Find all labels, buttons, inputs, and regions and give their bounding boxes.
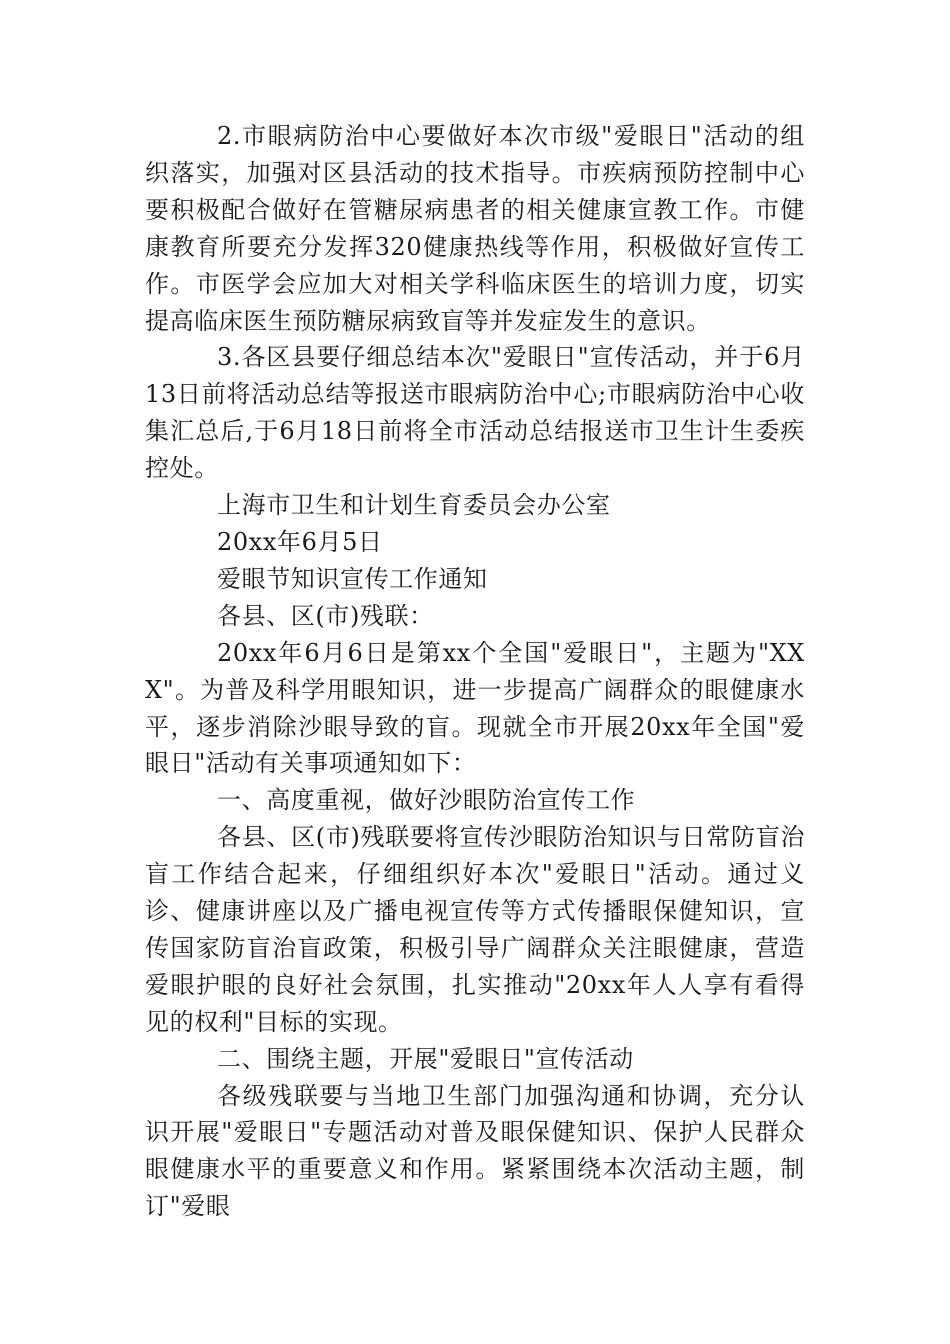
section2-body: 各级残联要与当地卫生部门加强沟通和协调，充分认识开展"爱眼日"专题活动对普及眼保健知识、保护人民群众眼健康水平的重要意义和作用。紧紧围绕本次活动主题，制订"爱眼 [145, 1081, 805, 1221]
document-page [145, 118, 805, 1225]
paragraph-item-3: 3.各区县要仔细总结本次"爱眼日"宣传活动，并于6月13日前将活动总结等报送市眼病防治中心;市眼病防治中心收集汇总后,于6月18日前将全市活动总结报送市卫生计生委疾控处。 [145, 343, 805, 483]
section1-heading: 一、高度重视，做好沙眼防治宣传工作 [217, 786, 636, 815]
notice-salutation: 各县、区(市)残联： [217, 601, 434, 630]
notice-intro: 20xx年6月6日是第xx个全国"爱眼日"，主题为"XXX"。为普及科学用眼知识，进一步提高广阔群众的眼健康水平，逐步消除沙眼导致的盲。现就全市开展20xx年全国"爱眼日"活动有关事项通知如下： [145, 638, 805, 778]
signature-date: 20xx年6月5日 [217, 527, 383, 556]
signature-organization: 上海市卫生和计划生育委员会办公室 [217, 491, 611, 520]
notice-title: 爱眼节知识宣传工作通知 [217, 564, 488, 593]
section1-body: 各县、区(市)残联要将宣传沙眼防治知识与日常防盲治盲工作结合起来，仔细组织好本次"爱眼日"活动。通过义诊、健康讲座以及广播电视宣传等方式传播眼保健知识，宣传国家防盲治盲政策，积极引导广阔群众关注眼健康，营造爱眼护眼的良好社会氛围，扎实推动"20xx年人人享有看得见的权利"目标的实现。 [145, 823, 805, 1036]
paragraph-item-2: 2.市眼病防治中心要做好本次市级"爱眼日"活动的组织落实，加强对区县活动的技术指导。市疾病预防控制中心要积极配合做好在管糖尿病患者的相关健康宣教工作。市健康教育所要充分发挥320健康热线等作用，积极做好宣传工作。市医学会应加大对相关学科临床医生的培训力度，切实提高临床医生预防糖尿病致盲等并发症发生的意识。 [145, 122, 805, 335]
section2-heading: 二、围绕主题，开展"爱眼日"宣传活动 [217, 1044, 634, 1073]
